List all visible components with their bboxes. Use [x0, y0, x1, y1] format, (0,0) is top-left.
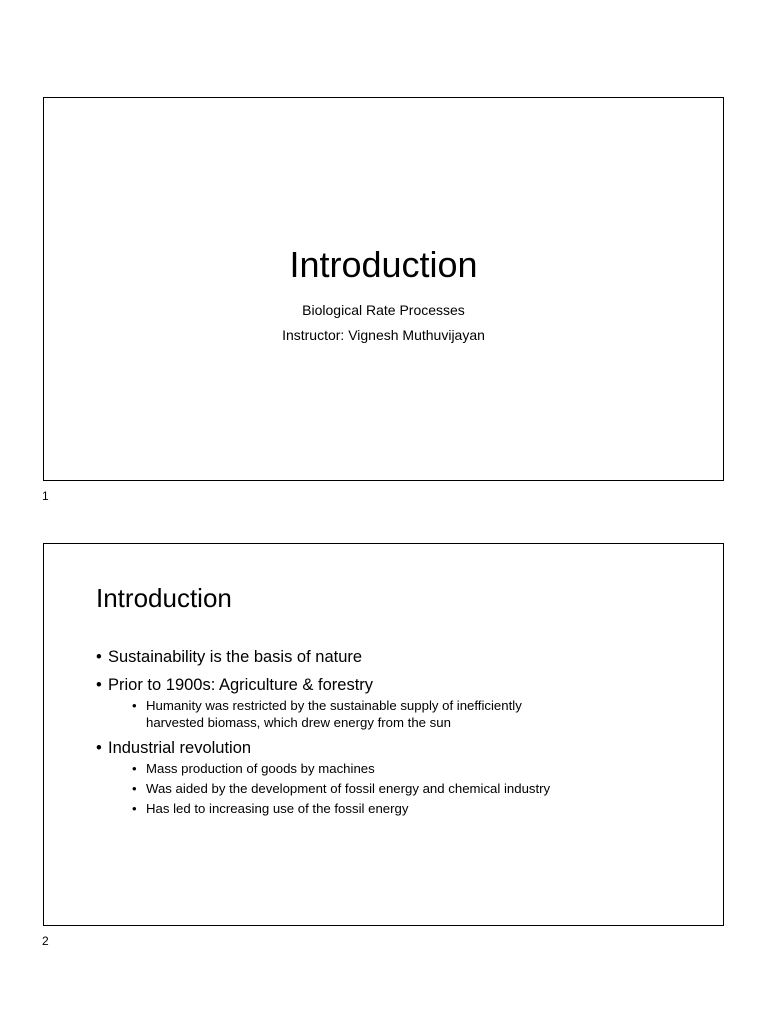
bullet-dot-icon: •	[132, 801, 137, 816]
bullet-dot-icon: •	[96, 739, 102, 757]
bullet-text: Prior to 1900s: Agriculture & forestry	[108, 676, 374, 694]
bullet-dot-icon: •	[96, 676, 102, 694]
bullet-text: Industrial revolution	[108, 739, 252, 757]
sub-bullet-item	[108, 800, 566, 817]
sub-bullet-text: Has led to increasing use of the fossil energy	[146, 801, 409, 816]
bullet-dot-icon: •	[132, 761, 137, 776]
bullet-item	[96, 737, 566, 817]
bullet-dot-icon: •	[132, 781, 137, 796]
bullet-item	[96, 646, 566, 668]
sub-bullet-text: Humanity was restricted by the sustainable supply of inefficiently harvested biomass, which drew energy from the sun	[146, 698, 522, 730]
page-number-1: 1	[42, 489, 49, 503]
slide-2	[43, 543, 724, 926]
slide-2-title: Introduction	[96, 583, 232, 613]
bullet-item	[96, 674, 566, 731]
sub-bullet-item	[108, 697, 566, 731]
sub-bullet-item	[108, 780, 566, 797]
sub-bullet-text: Mass production of goods by machines	[146, 761, 375, 776]
sub-bullet-text: Was aided by the development of fossil energy and chemical industry	[146, 781, 551, 796]
bullet-text: Sustainability is the basis of nature	[108, 648, 363, 666]
bullet-list	[96, 646, 566, 817]
slide-1-instructor: Instructor: Vignesh Muthuvijayan	[282, 327, 485, 343]
slide-1-course-name: Biological Rate Processes	[302, 302, 465, 318]
page-number-2: 2	[42, 934, 49, 948]
sub-bullet-list	[108, 760, 566, 817]
bullet-dot-icon: •	[132, 698, 137, 713]
sub-bullet-list	[108, 697, 566, 731]
slide-1	[43, 97, 724, 481]
slide-1-title: Introduction	[289, 244, 478, 285]
sub-bullet-item	[108, 760, 566, 777]
bullet-dot-icon: •	[96, 648, 102, 666]
